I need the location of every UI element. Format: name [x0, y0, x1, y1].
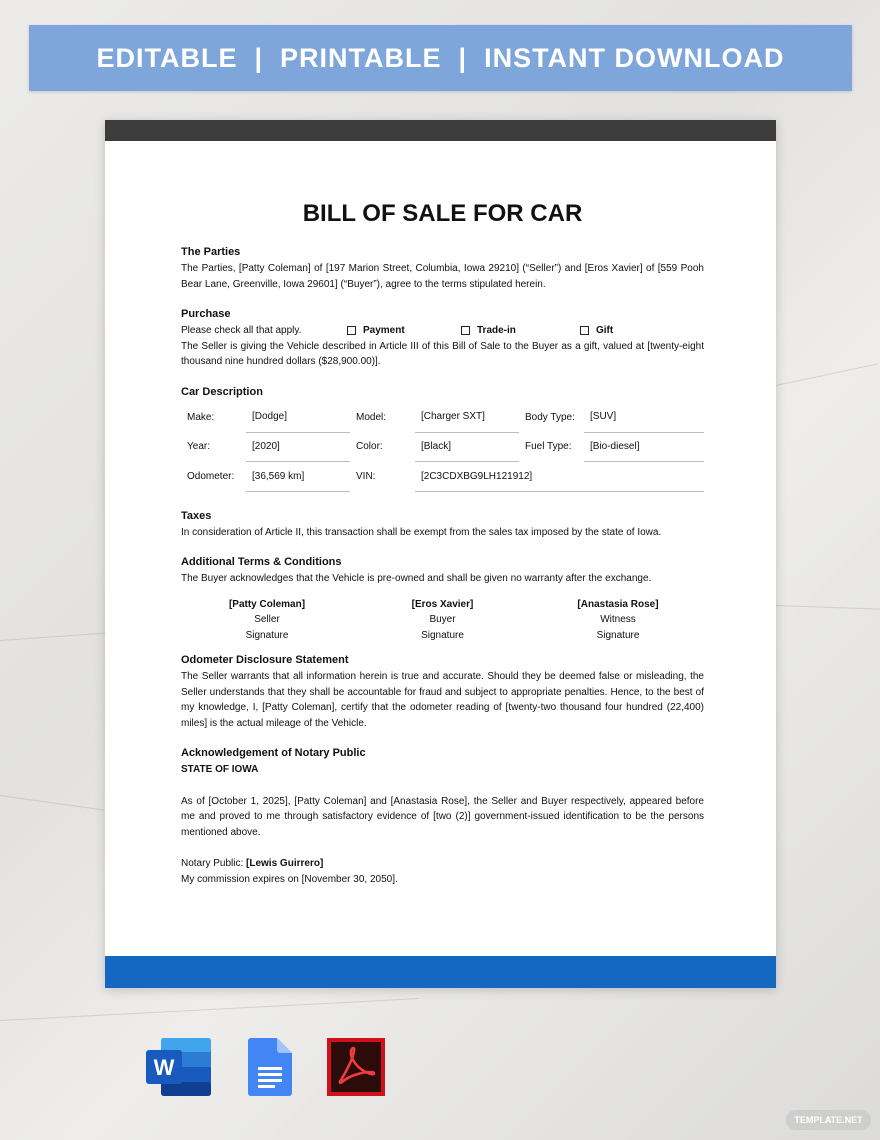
notary-heading: Acknowledgement of Notary Public: [181, 747, 366, 759]
signature-witness: [532, 597, 704, 644]
section-odometer: [181, 653, 704, 731]
signer-name: [Patty Coleman]: [228, 598, 306, 610]
marble-vein: [0, 632, 110, 641]
field-label: Year:: [187, 441, 210, 452]
payment-checkbox[interactable]: [347, 323, 461, 339]
field-label: Color:: [356, 441, 383, 452]
signer-role: Witness: [600, 614, 636, 625]
signature-seller: [181, 597, 353, 644]
svg-text:W: W: [153, 1055, 175, 1080]
checkbox-label: Payment: [363, 325, 405, 336]
field-value: [SUV]: [584, 403, 704, 433]
notary-public-label: Notary Public:: [181, 858, 247, 869]
field-value: [Charger SXT]: [415, 403, 519, 433]
car-description-heading: Car Description: [181, 385, 263, 398]
field-value: [Black]: [415, 432, 519, 462]
table-row: [181, 432, 704, 462]
banner-text: EDITABLE | PRINTABLE | INSTANT DOWNLOAD: [96, 42, 785, 73]
taxes-heading: Taxes: [181, 509, 212, 522]
taxes-text: In consideration of Article II, this transaction shall be exempt from the sales tax imposed by the state of Iowa.: [181, 526, 662, 538]
additional-terms-text: The Buyer acknowledges that the Vehicle is pre-owned and shall be given no warranty after the exchange.: [181, 573, 652, 584]
signature-caption: Signature: [245, 629, 289, 641]
field-label: Model:: [356, 411, 387, 423]
table-row: [181, 403, 704, 433]
section-additional-terms: [181, 555, 704, 587]
checkbox-icon: [461, 326, 470, 335]
marble-vein: [776, 605, 880, 610]
notary-public-name: [Lewis Guirrero]: [246, 858, 324, 869]
odometer-text: The Seller warrants that all information herein is true and accurate. Should they be deemed false or misleading, the Seller understands that they shall be accountable for fraud and subject to appropriate penalties. Hence, to the best of my knowledge, I, [Patty Coleman], certify that the odometer reading of [twenty-two thousand four hundred (22,400) miles] is the actual mileage of the Vehicle.: [181, 671, 704, 729]
notary-public-line: [181, 856, 704, 872]
signer-name: [Anastasia Rose]: [577, 598, 659, 610]
pdf-icon[interactable]: [327, 1038, 385, 1096]
field-label: Body Type:: [525, 411, 575, 423]
section-parties: [181, 245, 704, 292]
notary-text: As of [October 1, 2025], [Patty Coleman] and [Anastasia Rose], the Seller and Buyer respectively, appeared before me and proved to me through satisfactory evidence of [two (2)] government-issued identification to be the persons mentioned above.: [181, 795, 704, 838]
gift-checkbox[interactable]: [580, 323, 613, 339]
document-content: [181, 200, 704, 887]
additional-terms-heading: Additional Terms & Conditions: [181, 556, 342, 568]
section-car-description: [181, 385, 704, 492]
trade-in-checkbox[interactable]: [461, 323, 580, 339]
parties-text: The Parties, [Patty Coleman] of [197 Marion Street, Columbia, Iowa 29210] (“Seller”) and [Eros Xavier] of [559 Pooh Bear Lane, Greenville, Iowa 29601] (“Buyer”), agree to the terms stipulated herein.: [181, 263, 704, 290]
marble-vein: [0, 795, 104, 811]
field-label: Odometer:: [187, 470, 235, 482]
field-label: VIN:: [356, 470, 376, 482]
notary-state: STATE OF IOWA: [181, 764, 259, 775]
purchase-options: [181, 323, 704, 339]
purchase-instruction: Please check all that apply.: [181, 325, 302, 336]
page-header-bar: [105, 120, 776, 141]
purchase-heading: Purchase: [181, 308, 231, 320]
field-value: [36,569 km]: [246, 462, 350, 492]
marble-vein: [776, 363, 878, 386]
checkbox-icon: [580, 326, 589, 335]
feature-banner: [29, 25, 852, 91]
page-footer-bar: [105, 956, 776, 988]
field-label: Make:: [187, 411, 215, 423]
signature-buyer: [357, 597, 529, 644]
signer-name: [Eros Xavier]: [411, 598, 474, 610]
signer-role: Buyer: [429, 614, 456, 625]
google-docs-icon[interactable]: [247, 1037, 293, 1097]
purchase-text: The Seller is giving the Vehicle described in Article III of this Bill of Sale to the Buyer as a gift, valued at [twenty-eight thousand nine hundred dollars ($28,900.00)].: [181, 340, 704, 367]
checkbox-label: Trade-in: [477, 325, 516, 336]
notary-commission: My commission expires on [November 30, 2050].: [181, 873, 398, 885]
section-notary: [181, 746, 704, 887]
field-label: Fuel Type:: [525, 441, 572, 452]
parties-heading: The Parties: [181, 246, 241, 258]
section-purchase: [181, 307, 704, 370]
watermark-badge: [786, 1110, 871, 1130]
signature-block: [181, 597, 704, 644]
checkbox-label: Gift: [596, 325, 614, 336]
checkbox-icon: [347, 326, 356, 335]
section-taxes: [181, 509, 704, 541]
marble-vein: [0, 998, 419, 1021]
document-title: BILL OF SALE FOR CAR: [302, 200, 583, 227]
document-page: [105, 120, 776, 988]
signer-role: Seller: [254, 614, 280, 625]
field-value: [Dodge]: [246, 403, 350, 433]
signature-caption: Signature: [421, 629, 464, 641]
field-value: [2C3CDXBG9LH121912]: [415, 462, 704, 492]
app-icons: [145, 1037, 385, 1097]
watermark-text: TEMPLATE.NET: [794, 1115, 863, 1125]
car-description-table: [181, 403, 704, 492]
word-icon[interactable]: [145, 1037, 213, 1097]
field-value: [2020]: [246, 432, 350, 462]
odometer-heading: Odometer Disclosure Statement: [181, 654, 349, 666]
field-value: [Bio-diesel]: [584, 432, 704, 462]
signature-caption: Signature: [596, 629, 640, 641]
table-row: [181, 462, 704, 492]
